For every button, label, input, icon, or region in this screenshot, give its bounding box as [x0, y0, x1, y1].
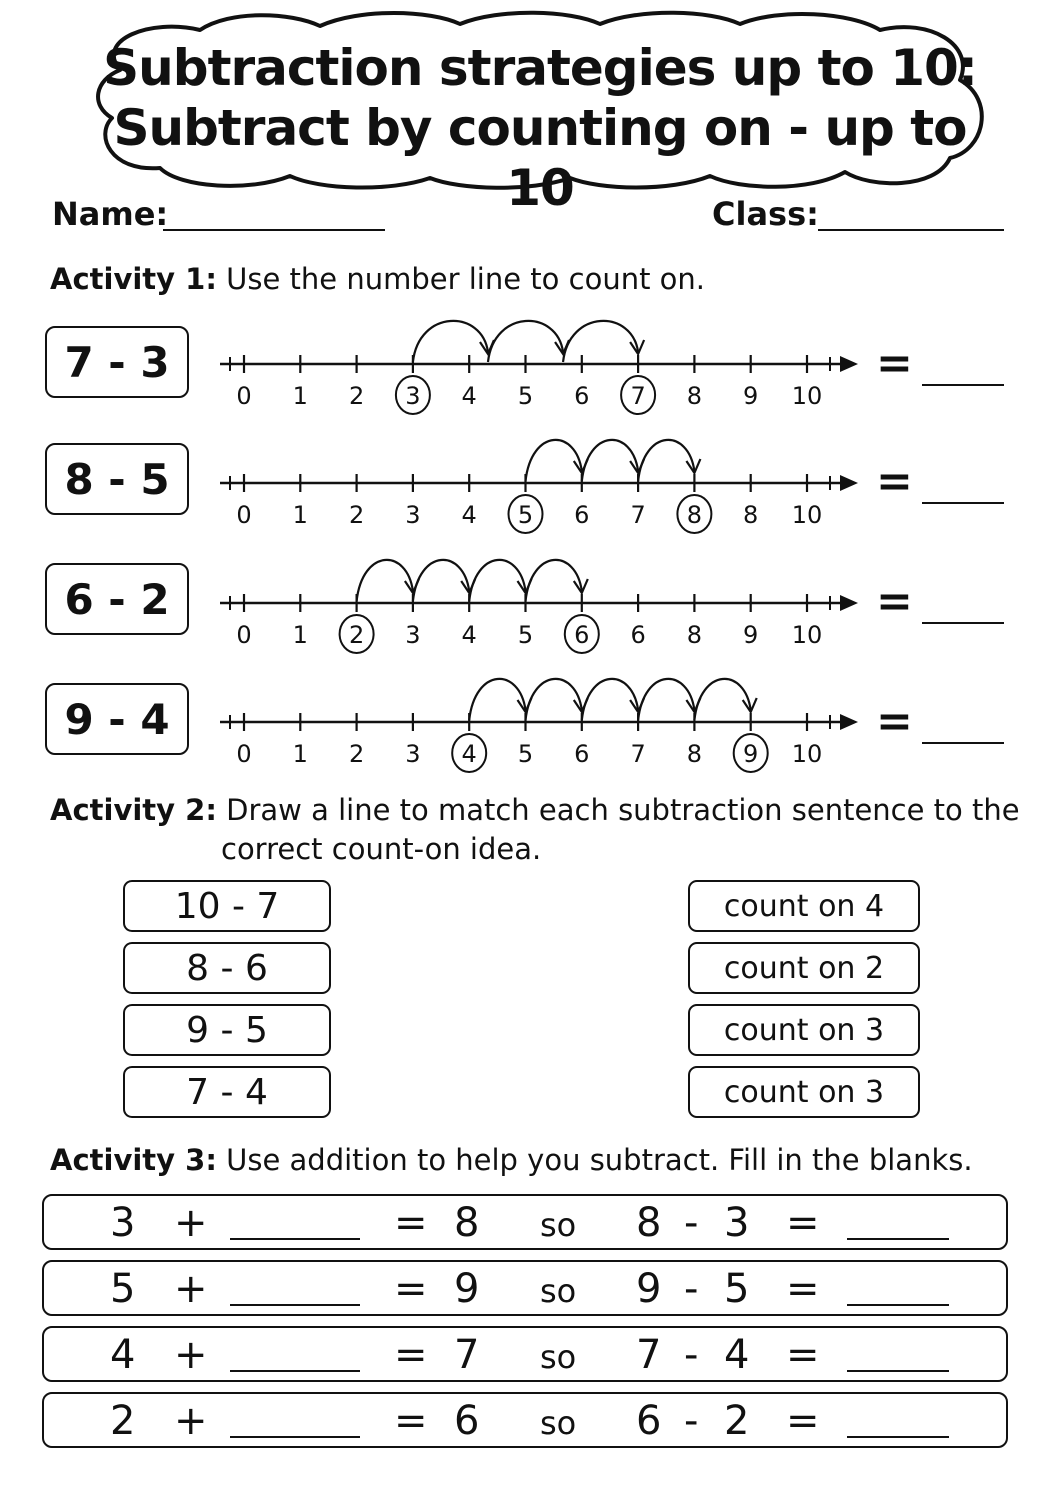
- tick-label: 7: [630, 740, 646, 768]
- tick-label: 9: [743, 740, 759, 768]
- jump-arc: [694, 679, 750, 720]
- problem-3-box: 6 - 2: [45, 563, 189, 635]
- jump-arc: [413, 321, 488, 362]
- tick-label: 2: [348, 501, 365, 529]
- tick-label: 5: [517, 501, 534, 529]
- so-word: so: [540, 1338, 577, 1376]
- total: 9: [636, 1266, 662, 1312]
- subtrahend: 4: [724, 1332, 750, 1378]
- jump-arc: [357, 560, 413, 601]
- number-line-4: [0, 663, 870, 773]
- addend-blank[interactable]: [230, 1370, 360, 1372]
- tick-label: 0: [236, 740, 252, 768]
- tick-label: 5: [517, 621, 534, 649]
- jump-arc: [563, 321, 638, 362]
- tick-label: 0: [236, 382, 252, 410]
- equals-sign: =: [394, 1266, 428, 1312]
- match-left-2[interactable]: 8 - 6: [123, 942, 331, 994]
- equals-sign: =: [786, 1266, 820, 1312]
- activity-3-instruction: Use addition to help you subtract. Fill in the blanks.: [226, 1143, 973, 1177]
- match-left-4[interactable]: 7 - 4: [123, 1066, 331, 1118]
- arrow-icon: [840, 595, 858, 611]
- subtrahend: 2: [724, 1398, 750, 1444]
- jump-arc: [469, 679, 525, 720]
- tick-label: 4: [461, 501, 477, 529]
- fact-row-3: [42, 1326, 1008, 1382]
- plus-sign: +: [174, 1398, 208, 1444]
- match-right-1[interactable]: count on 4: [688, 880, 920, 932]
- sum: 8: [454, 1200, 480, 1246]
- tick-label: 1: [292, 382, 308, 410]
- subtrahend: 3: [724, 1200, 750, 1246]
- answer-blank-1[interactable]: [922, 384, 1004, 386]
- tick-label: 3: [405, 382, 421, 410]
- tick-label: 0: [236, 621, 252, 649]
- so-word: so: [540, 1272, 577, 1310]
- activity-2-instruction-1: Draw a line to match each subtraction sentence to the: [226, 793, 1020, 827]
- activity-3-label: Activity 3:: [50, 1143, 217, 1177]
- addend-blank[interactable]: [230, 1436, 360, 1438]
- problem-4-box: 9 - 4: [45, 683, 189, 755]
- name-label: Name:: [52, 195, 169, 233]
- jump-arc: [638, 679, 694, 720]
- arrow-icon: [840, 475, 858, 491]
- so-word: so: [540, 1404, 577, 1442]
- match-right-3[interactable]: count on 3: [688, 1004, 920, 1056]
- equals-sign: =: [876, 456, 913, 507]
- tick-label: 4: [461, 740, 477, 768]
- tick-label: 3: [405, 621, 421, 649]
- tick-label: 10: [791, 621, 823, 649]
- arrow-icon: [840, 714, 858, 730]
- answer-blank-4[interactable]: [922, 742, 1004, 744]
- equals-sign: =: [394, 1332, 428, 1378]
- minus-sign: -: [684, 1398, 699, 1444]
- activity-1-label: Activity 1:: [50, 262, 217, 296]
- addend-blank[interactable]: [230, 1304, 360, 1306]
- tick-label: 1: [292, 621, 308, 649]
- tick-label: 8: [686, 501, 703, 529]
- tick-label: 5: [517, 382, 534, 410]
- problem-2-box: 8 - 5: [45, 443, 189, 515]
- equals-sign: =: [786, 1200, 820, 1246]
- equals-sign: =: [786, 1398, 820, 1444]
- plus-sign: +: [174, 1200, 208, 1246]
- jump-arc: [582, 440, 638, 481]
- match-left-3[interactable]: 9 - 5: [123, 1004, 331, 1056]
- tick-label: 8: [686, 621, 703, 649]
- tick-label: 10: [791, 382, 823, 410]
- jump-arc: [469, 560, 525, 601]
- sum: 7: [454, 1332, 480, 1378]
- equals-sign: =: [876, 338, 913, 389]
- addend: 2: [110, 1398, 136, 1444]
- tick-label: 3: [405, 501, 421, 529]
- difference-blank[interactable]: [847, 1238, 949, 1240]
- plus-sign: +: [174, 1332, 208, 1378]
- fact-row-4: [42, 1392, 1008, 1448]
- tick-label: 2: [348, 740, 365, 768]
- so-word: so: [540, 1206, 577, 1244]
- tick-label: 9: [743, 382, 759, 410]
- equals-sign: =: [786, 1332, 820, 1378]
- title-line-2: Subtract by counting on - up to 10: [113, 99, 967, 217]
- tick-label: 8: [686, 740, 703, 768]
- tick-label: 5: [517, 740, 534, 768]
- addend: 4: [110, 1332, 136, 1378]
- tick-label: 7: [630, 501, 646, 529]
- subtrahend: 5: [724, 1266, 750, 1312]
- activity-2-label: Activity 2:: [50, 793, 217, 827]
- tick-label: 6: [574, 740, 590, 768]
- jump-arc: [526, 679, 582, 720]
- sum: 9: [454, 1266, 480, 1312]
- minus-sign: -: [684, 1200, 699, 1246]
- jump-arc: [526, 560, 582, 601]
- tick-label: 10: [791, 740, 823, 768]
- activity-2-instruction-2: correct count-on idea.: [221, 832, 542, 866]
- jump-arc: [526, 440, 582, 481]
- addend-blank[interactable]: [230, 1238, 360, 1240]
- answer-blank-3[interactable]: [922, 622, 1004, 624]
- tick-label: 0: [236, 501, 252, 529]
- tick-label: 1: [292, 740, 308, 768]
- equals-sign: =: [876, 576, 913, 627]
- tick-label: 3: [405, 740, 421, 768]
- difference-blank[interactable]: [847, 1436, 949, 1438]
- tick-label: 4: [461, 382, 477, 410]
- name-field[interactable]: [163, 229, 385, 231]
- activity-2-heading: [50, 793, 1020, 827]
- arrow-icon: [840, 356, 858, 372]
- match-left-1[interactable]: 10 - 7: [123, 880, 331, 932]
- tick-label: 2: [348, 382, 365, 410]
- tick-label: 6: [630, 621, 646, 649]
- addend: 5: [110, 1266, 136, 1312]
- difference-blank[interactable]: [847, 1370, 949, 1372]
- jump-arc: [413, 560, 469, 601]
- match-right-4[interactable]: count on 3: [688, 1066, 920, 1118]
- jump-arc: [638, 440, 694, 481]
- number-line-1: [0, 305, 870, 415]
- tick-label: 10: [791, 501, 823, 529]
- total: 6: [636, 1398, 662, 1444]
- activity-1-instruction: Use the number line to count on.: [226, 262, 706, 296]
- number-line-3: [0, 544, 870, 654]
- problem-1-box: 7 - 3: [45, 326, 189, 398]
- equals-sign: =: [876, 696, 913, 747]
- fact-row-2: [42, 1260, 1008, 1316]
- tick-label: 6: [574, 621, 590, 649]
- tick-label: 1: [292, 501, 308, 529]
- tick-label: 8: [743, 501, 759, 529]
- minus-sign: -: [684, 1266, 699, 1312]
- tick-label: 4: [461, 621, 477, 649]
- difference-blank[interactable]: [847, 1304, 949, 1306]
- tick-label: 6: [574, 382, 590, 410]
- total: 7: [636, 1332, 662, 1378]
- total: 8: [636, 1200, 662, 1246]
- answer-blank-2[interactable]: [922, 502, 1004, 504]
- class-label: Class:: [712, 195, 819, 233]
- title-line-1: Subtraction strategies up to 10:: [103, 39, 977, 97]
- tick-label: 2: [348, 621, 365, 649]
- class-field[interactable]: [818, 229, 1004, 231]
- tick-label: 6: [574, 501, 590, 529]
- equals-sign: =: [394, 1200, 428, 1246]
- equals-sign: =: [394, 1398, 428, 1444]
- tick-label: 9: [743, 621, 759, 649]
- match-right-2[interactable]: count on 2: [688, 942, 920, 994]
- minus-sign: -: [684, 1332, 699, 1378]
- sum: 6: [454, 1398, 480, 1444]
- plus-sign: +: [174, 1266, 208, 1312]
- tick-label: 7: [630, 382, 646, 410]
- tick-label: 8: [686, 382, 703, 410]
- fact-row-1: [42, 1194, 1008, 1250]
- activity-3-heading: [50, 1143, 973, 1177]
- jump-arc: [582, 679, 638, 720]
- activity-1-heading: [50, 262, 705, 296]
- addend: 3: [110, 1200, 136, 1246]
- number-line-2: [0, 424, 870, 534]
